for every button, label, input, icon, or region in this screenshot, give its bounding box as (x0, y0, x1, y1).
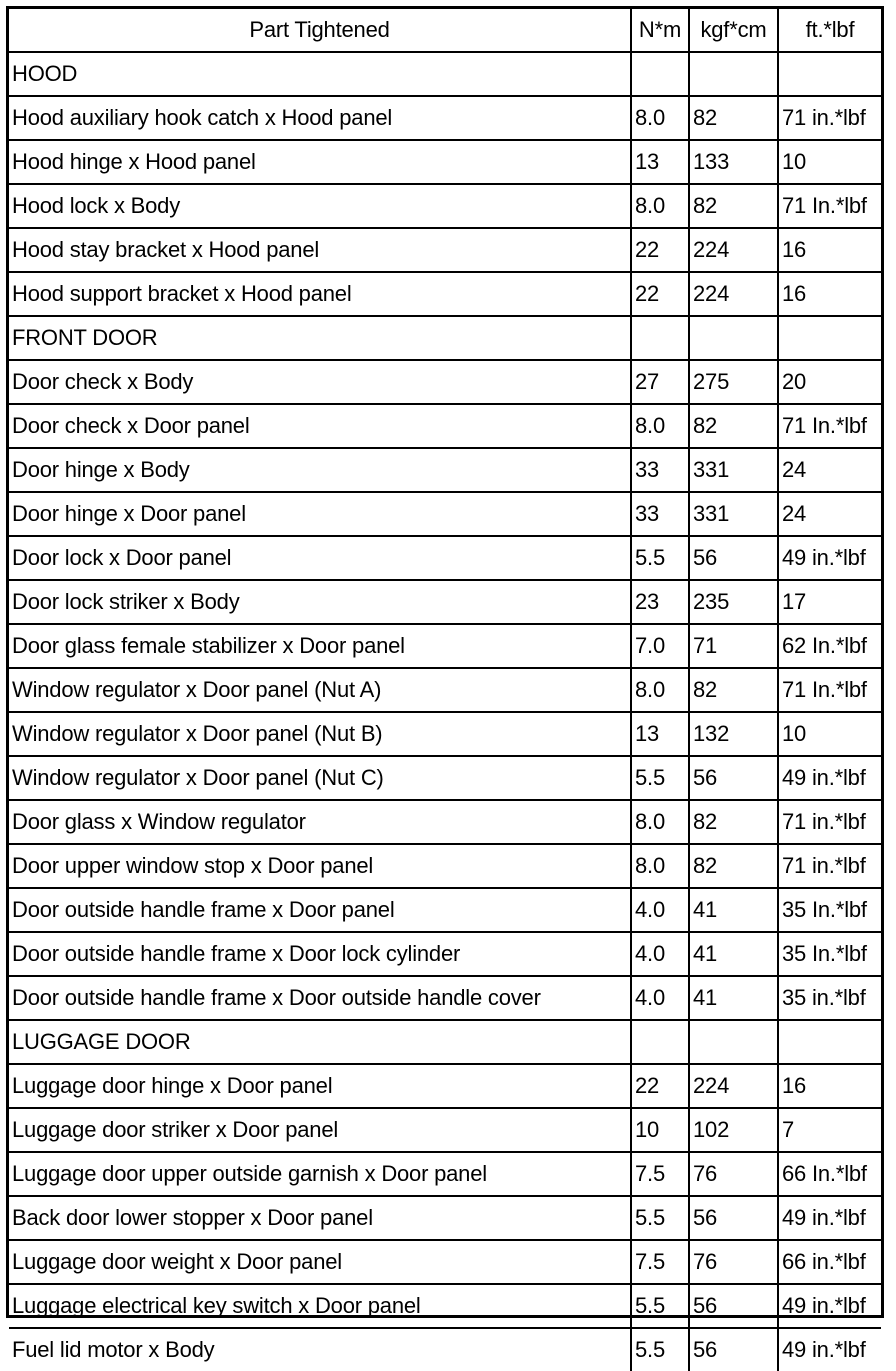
nm-cell: 8.0 (631, 668, 689, 712)
section-title-cell: LUGGAGE DOOR (9, 1020, 631, 1064)
table-row (9, 1328, 881, 1371)
table-row (9, 184, 881, 228)
ftlbf-cell: 62 In.*lbf (778, 624, 881, 668)
part-cell: Door check x Body (9, 360, 631, 404)
kgfcm-cell: 331 (689, 492, 778, 536)
part-cell: Door glass female stabilizer x Door panel (9, 624, 631, 668)
ftlbf-cell: 16 (778, 272, 881, 316)
ftlbf-cell: 10 (778, 712, 881, 756)
nm-cell: 7.0 (631, 624, 689, 668)
ftlbf-cell: 35 in.*lbf (778, 976, 881, 1020)
ftlbf-cell: 16 (778, 1064, 881, 1108)
kgfcm-cell: 56 (689, 1328, 778, 1371)
ftlbf-cell: 35 In.*lbf (778, 888, 881, 932)
part-cell: Door outside handle frame x Door lock cylinder (9, 932, 631, 976)
kgfcm-cell: 82 (689, 404, 778, 448)
table-row (9, 360, 881, 404)
nm-cell: 13 (631, 712, 689, 756)
nm-cell: 4.0 (631, 976, 689, 1020)
kgfcm-cell: 82 (689, 800, 778, 844)
kgfcm-cell: 41 (689, 976, 778, 1020)
part-cell: Hood stay bracket x Hood panel (9, 228, 631, 272)
part-cell: Hood support bracket x Hood panel (9, 272, 631, 316)
table-row (9, 1240, 881, 1284)
ftlbf-cell: 49 in.*lbf (778, 756, 881, 800)
header-newton-meter: N*m (631, 9, 689, 52)
table-row (9, 96, 881, 140)
kgfcm-cell: 224 (689, 1064, 778, 1108)
part-cell: Door hinge x Door panel (9, 492, 631, 536)
kgfcm-cell: 56 (689, 756, 778, 800)
table-row (9, 404, 881, 448)
ftlbf-cell: 24 (778, 492, 881, 536)
ftlbf-cell: 24 (778, 448, 881, 492)
part-cell: Fuel lid motor x Body (9, 1328, 631, 1371)
table-row (9, 888, 881, 932)
table-row (9, 580, 881, 624)
nm-cell: 5.5 (631, 536, 689, 580)
nm-cell: 5.5 (631, 1196, 689, 1240)
nm-cell: 23 (631, 580, 689, 624)
nm-cell: 8.0 (631, 404, 689, 448)
nm-cell (631, 316, 689, 360)
table-row (9, 1108, 881, 1152)
header-ft-lbf: ft.*lbf (778, 9, 881, 52)
kgfcm-cell (689, 316, 778, 360)
nm-cell: 33 (631, 448, 689, 492)
part-cell: Luggage door weight x Door panel (9, 1240, 631, 1284)
part-cell: Door lock striker x Body (9, 580, 631, 624)
kgfcm-cell: 41 (689, 932, 778, 976)
ftlbf-cell: 49 in.*lbf (778, 536, 881, 580)
kgfcm-cell: 275 (689, 360, 778, 404)
section-header-row (9, 1020, 881, 1064)
ftlbf-cell: 71 in.*lbf (778, 844, 881, 888)
part-cell: Door check x Door panel (9, 404, 631, 448)
kgfcm-cell: 71 (689, 624, 778, 668)
header-kgf-cm: kgf*cm (689, 9, 778, 52)
ftlbf-cell (778, 1020, 881, 1064)
nm-cell: 13 (631, 140, 689, 184)
table-row (9, 668, 881, 712)
nm-cell: 5.5 (631, 1328, 689, 1371)
nm-cell: 10 (631, 1108, 689, 1152)
ftlbf-cell: 71 in.*lbf (778, 800, 881, 844)
part-cell: Luggage door hinge x Door panel (9, 1064, 631, 1108)
table-row (9, 536, 881, 580)
nm-cell (631, 1020, 689, 1064)
kgfcm-cell: 132 (689, 712, 778, 756)
table-row (9, 1064, 881, 1108)
kgfcm-cell: 56 (689, 1284, 778, 1328)
header-part-tightened: Part Tightened (9, 9, 631, 52)
table-row (9, 976, 881, 1020)
nm-cell: 33 (631, 492, 689, 536)
part-cell: Window regulator x Door panel (Nut B) (9, 712, 631, 756)
kgfcm-cell: 82 (689, 184, 778, 228)
section-header-row (9, 316, 881, 360)
table-row (9, 1196, 881, 1240)
part-cell: Door hinge x Body (9, 448, 631, 492)
table-row (9, 492, 881, 536)
part-cell: Hood lock x Body (9, 184, 631, 228)
torque-spec-table (9, 9, 881, 1371)
ftlbf-cell: 17 (778, 580, 881, 624)
nm-cell: 8.0 (631, 96, 689, 140)
ftlbf-cell: 66 In.*lbf (778, 1152, 881, 1196)
part-cell: Luggage door upper outside garnish x Door panel (9, 1152, 631, 1196)
table-row (9, 756, 881, 800)
nm-cell: 22 (631, 1064, 689, 1108)
section-title-cell: HOOD (9, 52, 631, 96)
table-row (9, 932, 881, 976)
part-cell: Door outside handle frame x Door panel (9, 888, 631, 932)
kgfcm-cell (689, 1020, 778, 1064)
table-row (9, 140, 881, 184)
part-cell: Luggage door striker x Door panel (9, 1108, 631, 1152)
table-row (9, 448, 881, 492)
ftlbf-cell: 20 (778, 360, 881, 404)
nm-cell: 7.5 (631, 1240, 689, 1284)
part-cell: Door lock x Door panel (9, 536, 631, 580)
part-cell: Door outside handle frame x Door outside handle cover (9, 976, 631, 1020)
ftlbf-cell: 49 in.*lbf (778, 1284, 881, 1328)
part-cell: Luggage electrical key switch x Door panel (9, 1284, 631, 1328)
kgfcm-cell: 56 (689, 536, 778, 580)
ftlbf-cell: 49 in.*lbf (778, 1328, 881, 1371)
kgfcm-cell: 56 (689, 1196, 778, 1240)
table-row (9, 844, 881, 888)
nm-cell (631, 52, 689, 96)
table-row (9, 228, 881, 272)
kgfcm-cell (689, 52, 778, 96)
ftlbf-cell (778, 52, 881, 96)
part-cell: Hood hinge x Hood panel (9, 140, 631, 184)
part-cell: Window regulator x Door panel (Nut A) (9, 668, 631, 712)
nm-cell: 22 (631, 272, 689, 316)
ftlbf-cell: 16 (778, 228, 881, 272)
ftlbf-cell: 71 In.*lbf (778, 668, 881, 712)
ftlbf-cell: 7 (778, 1108, 881, 1152)
kgfcm-cell: 133 (689, 140, 778, 184)
nm-cell: 8.0 (631, 800, 689, 844)
nm-cell: 5.5 (631, 756, 689, 800)
part-cell: Door glass x Window regulator (9, 800, 631, 844)
kgfcm-cell: 82 (689, 668, 778, 712)
kgfcm-cell: 82 (689, 844, 778, 888)
part-cell: Window regulator x Door panel (Nut C) (9, 756, 631, 800)
nm-cell: 4.0 (631, 888, 689, 932)
kgfcm-cell: 41 (689, 888, 778, 932)
table-row (9, 712, 881, 756)
table-row (9, 624, 881, 668)
kgfcm-cell: 224 (689, 272, 778, 316)
kgfcm-cell: 224 (689, 228, 778, 272)
nm-cell: 5.5 (631, 1284, 689, 1328)
ftlbf-cell: 71 In.*lbf (778, 184, 881, 228)
kgfcm-cell: 102 (689, 1108, 778, 1152)
nm-cell: 27 (631, 360, 689, 404)
ftlbf-cell (778, 316, 881, 360)
kgfcm-cell: 331 (689, 448, 778, 492)
kgfcm-cell: 235 (689, 580, 778, 624)
torque-spec-table-container (6, 6, 884, 1362)
ftlbf-cell: 71 in.*lbf (778, 96, 881, 140)
table-row (9, 272, 881, 316)
kgfcm-cell: 82 (689, 96, 778, 140)
nm-cell: 8.0 (631, 184, 689, 228)
part-cell: Hood auxiliary hook catch x Hood panel (9, 96, 631, 140)
ftlbf-cell: 35 In.*lbf (778, 932, 881, 976)
nm-cell: 22 (631, 228, 689, 272)
table-row (9, 1152, 881, 1196)
table-row (9, 1284, 881, 1328)
table-header-row (9, 9, 881, 52)
ftlbf-cell: 66 in.*lbf (778, 1240, 881, 1284)
kgfcm-cell: 76 (689, 1240, 778, 1284)
ftlbf-cell: 10 (778, 140, 881, 184)
nm-cell: 8.0 (631, 844, 689, 888)
kgfcm-cell: 76 (689, 1152, 778, 1196)
table-body (9, 52, 881, 1371)
section-title-cell: FRONT DOOR (9, 316, 631, 360)
ftlbf-cell: 49 in.*lbf (778, 1196, 881, 1240)
ftlbf-cell: 71 In.*lbf (778, 404, 881, 448)
nm-cell: 7.5 (631, 1152, 689, 1196)
part-cell: Back door lower stopper x Door panel (9, 1196, 631, 1240)
table-row (9, 800, 881, 844)
nm-cell: 4.0 (631, 932, 689, 976)
part-cell: Door upper window stop x Door panel (9, 844, 631, 888)
section-header-row (9, 52, 881, 96)
